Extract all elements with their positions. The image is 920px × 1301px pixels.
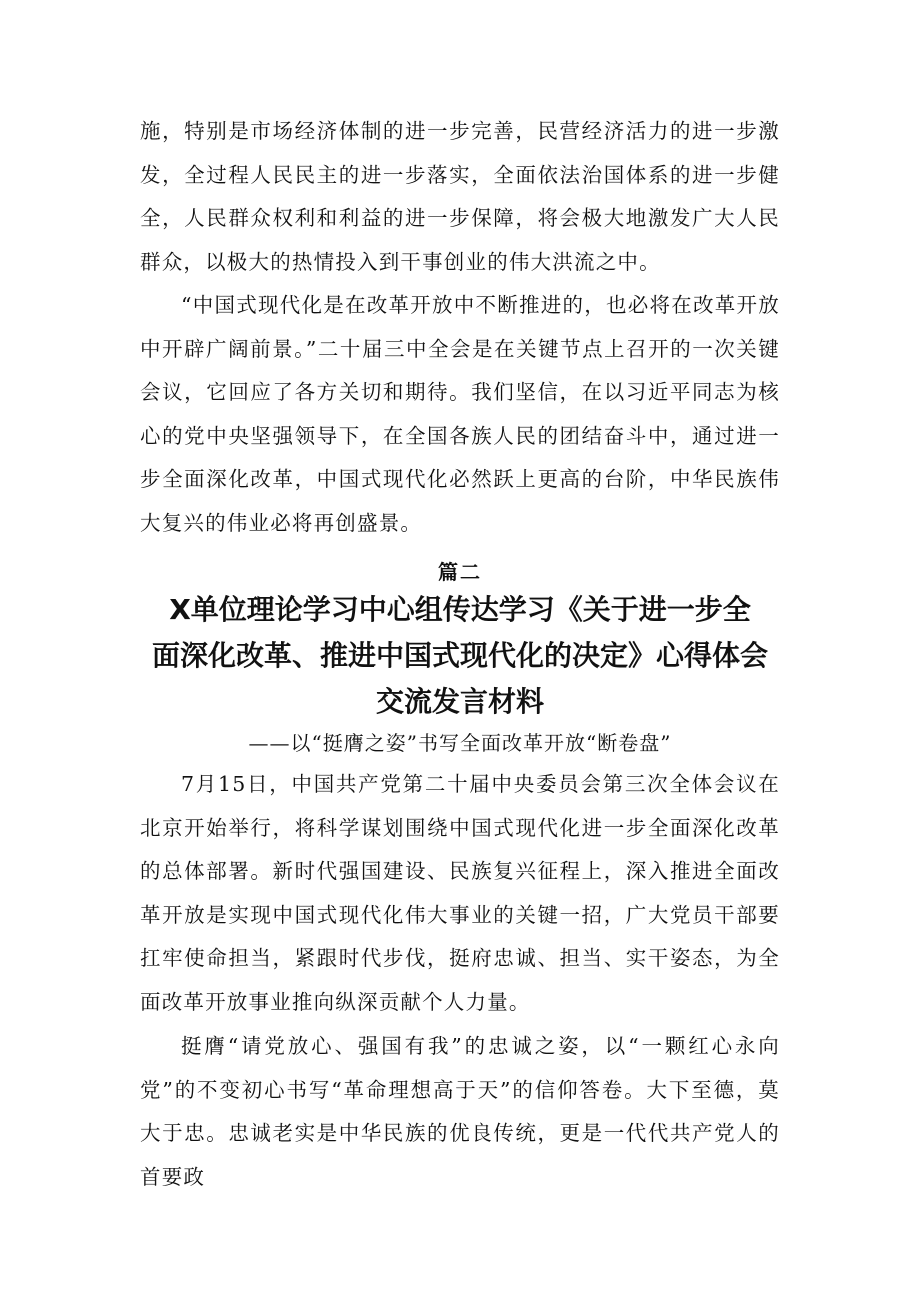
paragraph-loyalty: 挺膺“请党放心、强国有我”的忠诚之姿，以“一颗红心永向党”的不变初心书写“革命理想高于天”的信仰答卷。大下至德，莫大于忠。忠诚老实是中华民族的优良传统，更是一代代共产党人的首要政 — [140, 1034, 780, 1189]
title-line-3: 交流发言材料 — [375, 685, 544, 718]
title-line-1: X单位理论学习中心组传达学习《关于进一步全 — [169, 593, 751, 626]
paragraph-intro: 7月15日，中国共产党第二十届中央委员会第三次全体会议在北京开始举行，将科学谋划围绕中国式现代化进一步全面深化改革的总体部署。新时代强国建设、民族复兴征程上，深入推进全面改革开放是实现中国式现代化伟大事业的关键一招，广大党员干部要扛牢使命担当，紧跟时代步伐，挺府忠诚、担当、实干姿态，为全面改革开放事业推向纵深贡献个人力量。 — [140, 772, 780, 1014]
article-subtitle: ——以“挺膺之姿”书写全面改革开放“断卷盘” — [248, 731, 672, 755]
paragraph-conclusion: “中国式现代化是在改革开放中不断推进的，也必将在改革开放中开辟广阔前景。”二十届三中全会是在关键节点上召开的一次关键会议，它回应了各方关切和期待。我们坚信，在以习近平同志为核心的党中央坚强领导下，在全国各族人民的团结奋斗中，通过进一步全面深化改革，中国式现代化必然跃上更高的台阶，中华民族伟大复兴的伟业必将再创盛景。 — [140, 293, 780, 535]
section-label: 篇二 — [438, 560, 482, 584]
article-title — [140, 587, 780, 725]
paragraph-continuation: 施，特别是市场经济体制的进一步完善，民营经济活力的进一步激发，全过程人民民主的进一步落实，全面依法治国体系的进一步健全，人民群众权利和利益的进一步保障，将会极大地激发广大人民群众，以极大的热情投入到干事创业的伟大洪流之中。 — [140, 119, 780, 274]
title-line-2: 面深化改革、推进中国式现代化的决定》心得体会 — [151, 639, 768, 672]
